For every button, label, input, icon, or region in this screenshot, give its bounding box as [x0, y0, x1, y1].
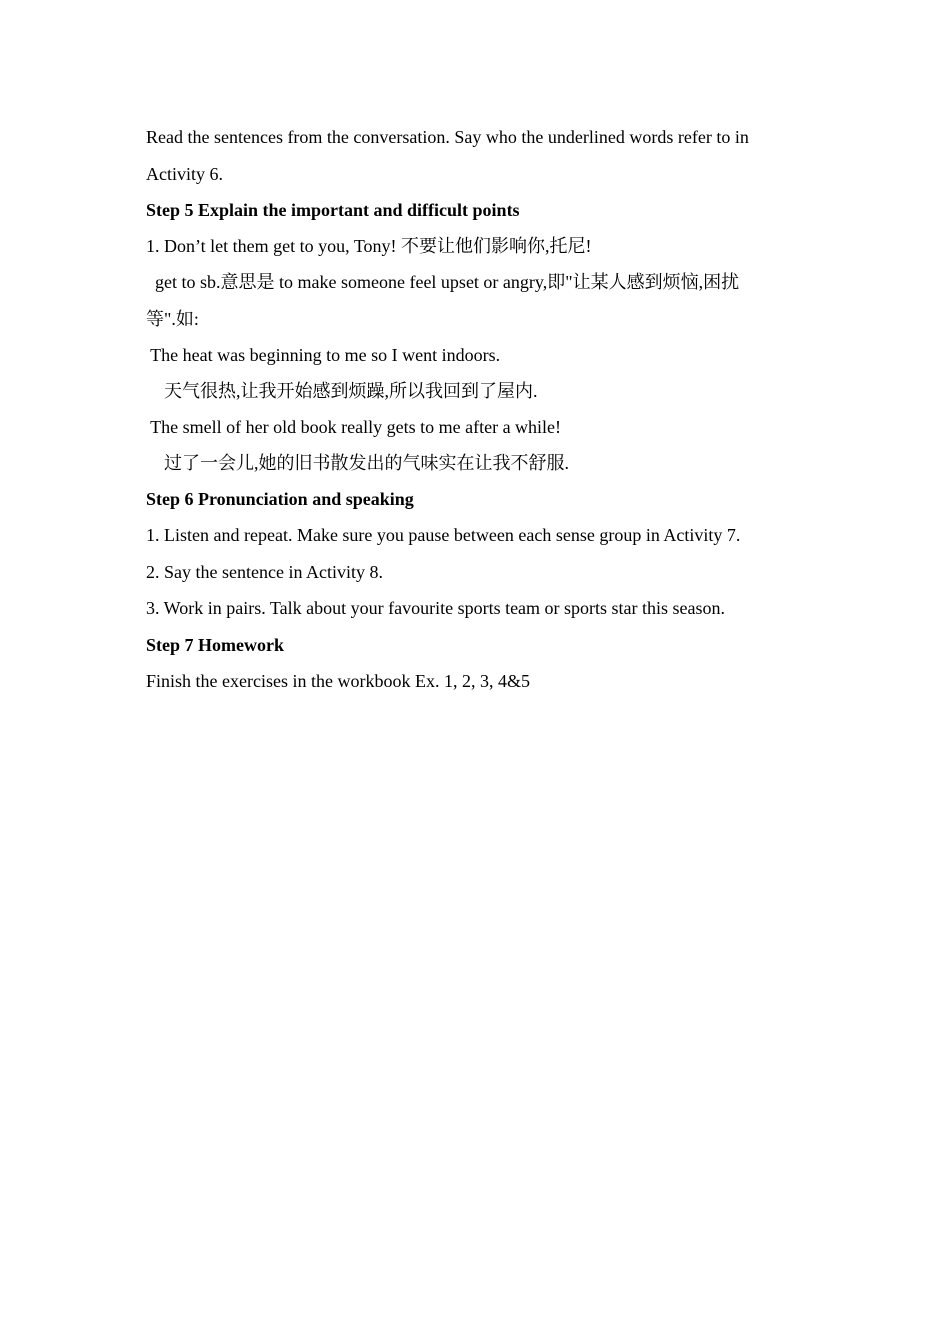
paragraph-line: Finish the exercises in the workbook Ex. 1, 2, 3, 4&5 [146, 671, 530, 691]
paragraph-line: 1. Don’t let them get to you, Tony! 不要让他们影响你,托尼! [146, 236, 592, 256]
section-heading: Step 5 Explain the important and difficult points [146, 200, 520, 220]
example-translation: 过了一会儿,她的旧书散发出的气味实在让我不舒服. [164, 453, 569, 473]
paragraph-line: Activity 6. [146, 164, 223, 184]
section-heading: Step 7 Homework [146, 635, 284, 655]
list-item: 1. Listen and repeat. Make sure you pause between each sense group in Activity 7. [146, 525, 741, 545]
paragraph-line: 等".如: [146, 309, 199, 329]
example-sentence: The heat was beginning to me so I went indoors. [146, 345, 501, 365]
list-item: 2. Say the sentence in Activity 8. [146, 562, 383, 582]
example-sentence: The smell of her old book really gets to me after a while! [146, 417, 562, 437]
paragraph-line: get to sb.意思是 to make someone feel upset or angry,即"让某人感到烦恼,困扰 [146, 272, 740, 292]
example-translation: 天气很热,让我开始感到烦躁,所以我回到了屋内. [164, 381, 538, 401]
paragraph-line: Read the sentences from the conversation. Say who the underlined words refer to in [146, 127, 749, 147]
list-item: 3. Work in pairs. Talk about your favourite sports team or sports star this season. [146, 598, 726, 618]
section-heading: Step 6 Pronunciation and speaking [146, 489, 414, 509]
